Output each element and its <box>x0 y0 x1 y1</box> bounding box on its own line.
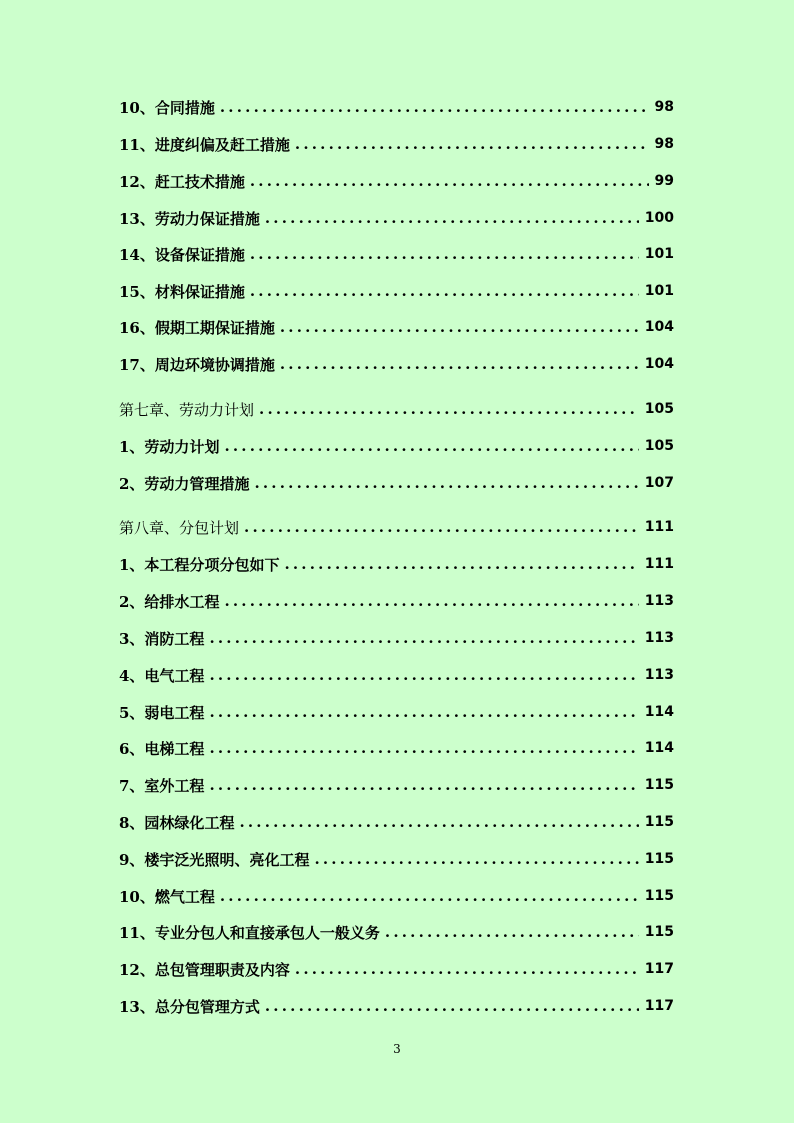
toc-entry-label: 12、赶工技术措施 <box>119 172 245 191</box>
toc-entry[interactable] <box>119 243 674 265</box>
dot-leader <box>295 134 649 154</box>
dot-leader <box>209 702 638 722</box>
dot-leader <box>209 775 638 795</box>
toc-entry[interactable] <box>119 280 674 302</box>
dot-leader <box>224 436 638 456</box>
toc-entry-page-number: 104 <box>644 319 674 335</box>
dot-leader <box>209 628 638 648</box>
toc-entry-page-number: 105 <box>644 401 674 417</box>
toc-entry-label: 15、材料保证措施 <box>119 282 245 301</box>
toc-entry[interactable] <box>119 701 674 723</box>
dot-leader <box>220 97 649 117</box>
toc-entry-label: 8、园林绿化工程 <box>119 813 235 832</box>
page-number: 3 <box>393 1042 401 1056</box>
toc-entry-label: 7、室外工程 <box>119 776 205 795</box>
toc-entry-page-number: 98 <box>654 99 674 115</box>
toc-entry-label: 4、电气工程 <box>119 666 205 685</box>
toc-entry-label: 2、给排水工程 <box>119 592 220 611</box>
toc-entry-label: 第七章、劳动力计划 <box>119 400 255 419</box>
dot-leader <box>209 665 638 685</box>
toc-entry-page-number: 111 <box>644 519 674 535</box>
toc-entry-label: 10、合同措施 <box>119 98 215 117</box>
toc-entry-page-number: 111 <box>644 556 674 572</box>
toc-entry-page-number: 105 <box>644 438 674 454</box>
toc-entry-label: 13、劳动力保证措施 <box>119 209 260 228</box>
toc-entry-page-number: 113 <box>644 593 674 609</box>
toc-entry-page-number: 113 <box>644 630 674 646</box>
toc-entry-label: 14、设备保证措施 <box>119 245 245 264</box>
toc-entry[interactable] <box>119 553 674 575</box>
toc-entry[interactable] <box>119 133 674 155</box>
toc-entry[interactable] <box>119 958 674 980</box>
toc-entry[interactable] <box>119 353 674 375</box>
toc-entry[interactable] <box>119 848 674 870</box>
toc-entry[interactable] <box>119 472 674 494</box>
dot-leader <box>254 473 638 493</box>
toc-entry-page-number: 115 <box>644 814 674 830</box>
toc-entry-label: 9、楼宇泛光照明、亮化工程 <box>119 850 310 869</box>
toc-entry-label: 11、进度纠偏及赶工措施 <box>119 135 290 154</box>
toc-entry[interactable] <box>119 885 674 907</box>
dot-leader <box>250 171 649 191</box>
toc-entry[interactable] <box>119 435 674 457</box>
dot-leader <box>244 517 639 537</box>
toc-entry-page-number: 117 <box>644 961 674 977</box>
dot-leader <box>314 849 638 869</box>
toc-entry-label: 5、弱电工程 <box>119 703 205 722</box>
toc-entry[interactable] <box>119 774 674 796</box>
toc-entry-label: 6、电梯工程 <box>119 739 205 758</box>
toc-entry[interactable] <box>119 96 674 118</box>
toc-entry[interactable] <box>119 590 674 612</box>
toc-entry-label: 10、燃气工程 <box>119 887 215 906</box>
toc-entry-page-number: 115 <box>644 924 674 940</box>
toc-entry[interactable] <box>119 627 674 649</box>
toc-entry[interactable] <box>119 316 674 338</box>
dot-leader <box>265 996 639 1016</box>
dot-leader <box>284 554 638 574</box>
toc-entry-label: 1、本工程分项分包如下 <box>119 555 280 574</box>
dot-leader <box>385 922 639 942</box>
toc-entry-page-number: 114 <box>644 740 674 756</box>
dot-leader <box>239 812 638 832</box>
toc-entry-label: 13、总分包管理方式 <box>119 997 260 1016</box>
toc-entry-label: 11、专业分包人和直接承包人一般义务 <box>119 923 380 942</box>
toc-entry-page-number: 113 <box>644 667 674 683</box>
dot-leader <box>224 591 638 611</box>
toc-entry-page-number: 98 <box>654 136 674 152</box>
toc-entry-page-number: 117 <box>644 998 674 1014</box>
toc-entry-page-number: 115 <box>644 851 674 867</box>
toc-entry-label: 17、周边环境协调措施 <box>119 355 275 374</box>
toc-entry-page-number: 114 <box>644 704 674 720</box>
dot-leader <box>259 399 639 419</box>
dot-leader <box>295 959 639 979</box>
dot-leader <box>250 244 639 264</box>
dot-leader <box>220 886 639 906</box>
toc-entry[interactable] <box>119 664 674 686</box>
toc-entry[interactable] <box>119 207 674 229</box>
dot-leader <box>280 317 639 337</box>
toc-entry-page-number: 100 <box>644 210 674 226</box>
toc-entry[interactable] <box>119 737 674 759</box>
toc-entry-page-number: 101 <box>644 283 674 299</box>
toc-entry[interactable] <box>119 995 674 1017</box>
dot-leader <box>265 208 639 228</box>
toc-entry-page-number: 115 <box>644 777 674 793</box>
toc-entry-label: 2、劳动力管理措施 <box>119 474 250 493</box>
dot-leader <box>250 281 639 301</box>
dot-leader <box>280 354 639 374</box>
toc-entry-label: 3、消防工程 <box>119 629 205 648</box>
toc-entry-label: 第八章、分包计划 <box>119 518 240 537</box>
toc-entry[interactable] <box>119 921 674 943</box>
toc-entry[interactable] <box>119 811 674 833</box>
toc-entry-page-number: 99 <box>654 173 674 189</box>
toc-entry-page-number: 104 <box>644 356 674 372</box>
toc-entry[interactable] <box>119 170 674 192</box>
toc-chapter[interactable] <box>119 398 674 420</box>
toc-entry-label: 12、总包管理职责及内容 <box>119 960 290 979</box>
toc-entry-label: 16、假期工期保证措施 <box>119 318 275 337</box>
toc-chapter[interactable] <box>119 516 674 538</box>
dot-leader <box>209 738 638 758</box>
toc-entry-page-number: 101 <box>644 246 674 262</box>
toc-entry-label: 1、劳动力计划 <box>119 437 220 456</box>
toc-entry-page-number: 115 <box>644 888 674 904</box>
toc-entry-page-number: 107 <box>644 475 674 491</box>
